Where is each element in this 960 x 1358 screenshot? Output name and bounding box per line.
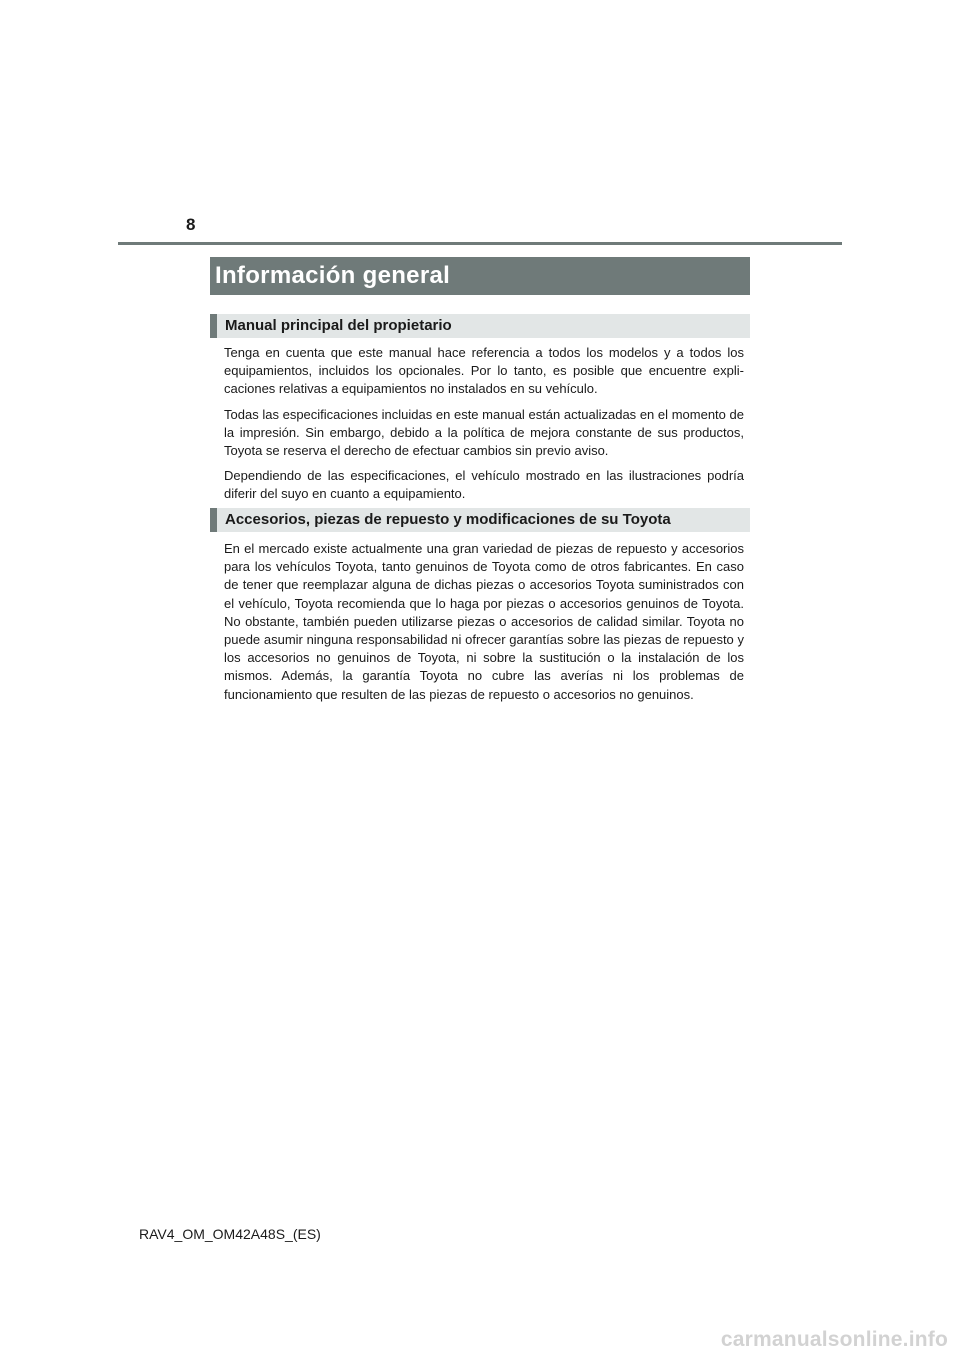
section-body-accessories — [224, 540, 744, 711]
section-header-owners-manual — [210, 314, 750, 338]
section-body-owners-manual — [224, 344, 744, 511]
paragraph: Todas las especificaciones incluidas en este manual están actualizadas en el momento de la impresión. Sin embargo, debido a la política de mejora constante de sus productos, Toyota se reserva el derecho de efectuar cambios sin previo aviso. — [224, 406, 744, 459]
paragraph: Dependiendo de las especificaciones, el vehículo mostrado en las ilustraciones podría diferir del suyo en cuanto a equipamiento. — [224, 468, 744, 502]
watermark-text: carmanualsonline.info — [720, 1328, 948, 1351]
page-number: 8 — [186, 215, 196, 234]
section-header-accessories — [210, 508, 750, 532]
title-bar — [210, 257, 750, 295]
page-title: Información general — [215, 262, 451, 289]
paragraph: Tenga en cuenta que este manual hace referencia a todos los modelos y a todos los equipamientos, incluidos los opcionales. Por lo tanto, es posible que encuentre explicaciones relativas a equipamientos no instalados en su vehículo. — [224, 345, 744, 397]
top-rule — [118, 242, 842, 245]
paragraph: En el mercado existe actualmente una gran variedad de piezas de repuesto y accesorios para los vehículos Toyota, tanto genuinos de Toyota como de otros fabricantes. En caso de tener que reemplazar alguna de dichas piezas o accesorios Toyota suministrados con el vehículo, Toyota recomienda que lo haga por piezas o accesorios genuinos de Toyota. No obstante, también pueden utilizarse piezas o accesorios de calidad similar. Toyota no puede asumir ninguna responsabilidad ni ofrecer garantías sobre las piezas de repuesto y los accesorios no genuinos de Toyota, ni sobre la sustitución o la instalación de los mismos. Además, la garantía Toyota no cubre las averías ni los problemas de funcionamiento que resulten de las piezas de repuesto o accesorios no genuinos. — [224, 541, 744, 702]
section-title: Accesorios, piezas de repuesto y modificaciones de su Toyota — [225, 511, 671, 528]
section-title: Manual principal del propietario — [225, 317, 452, 334]
footer-document-id: RAV4_OM_OM42A48S_(ES) — [139, 1226, 321, 1242]
